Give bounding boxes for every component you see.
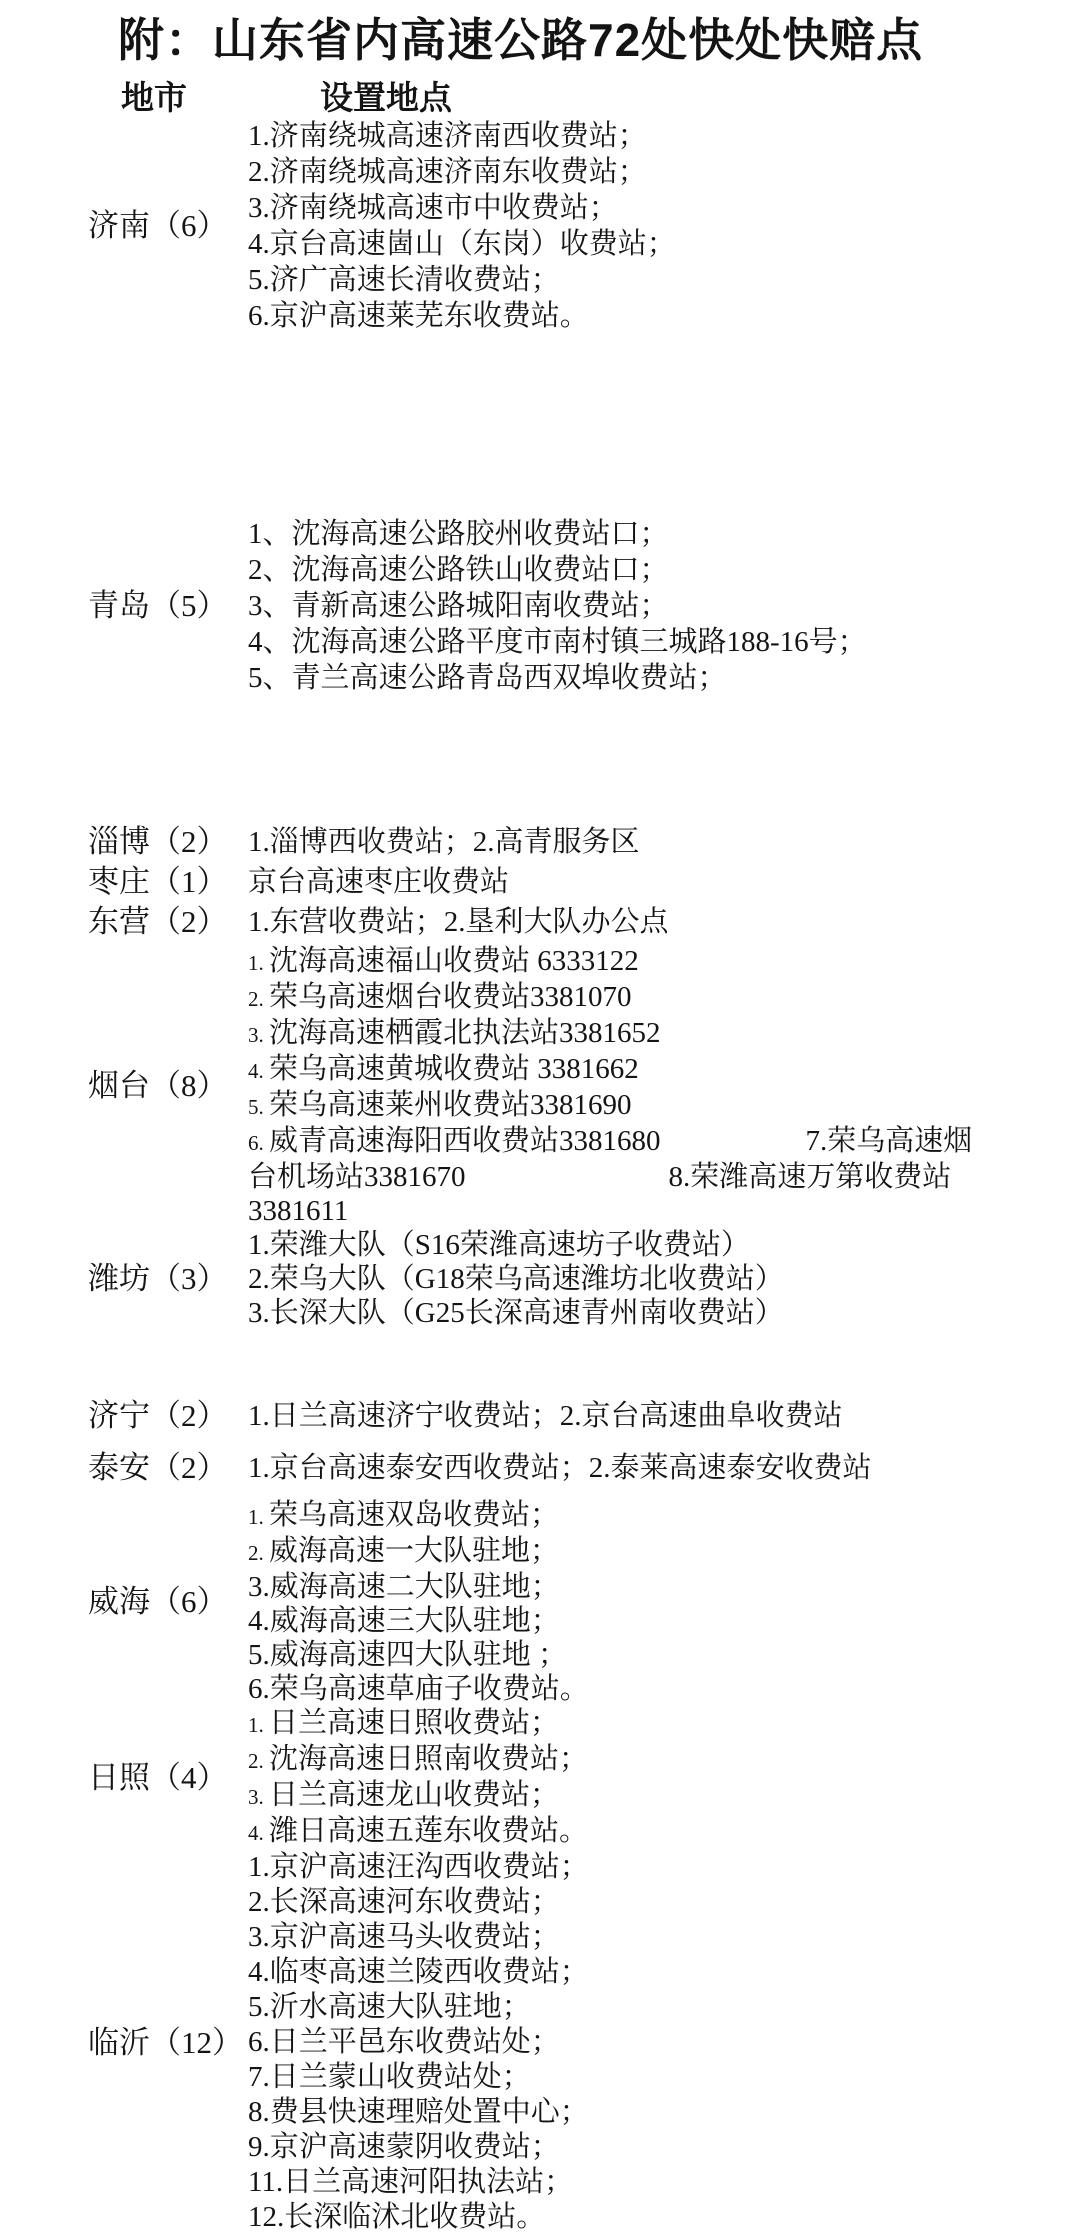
location-line: 5、青兰高速公路青岛西双埠收费站；: [248, 662, 727, 694]
table-row: [88, 1498, 1080, 1706]
table-header-row: [0, 80, 1080, 116]
location-lines: [248, 1228, 1048, 1330]
location-line: 3. 沈海高速栖霞北执法站3381652: [248, 1017, 661, 1049]
location-line: 1.荣潍大队（S16荣潍高速坊子收费站）: [248, 1229, 750, 1261]
line-number: 2.: [248, 1749, 269, 1773]
column-header-location: 设置地点: [320, 79, 452, 116]
location-line: 2.长深高速河东收费站；: [248, 1886, 560, 1918]
city-label: 日照（4）: [88, 1760, 228, 1795]
location-line: 7.日兰蒙山收费站处；: [248, 2061, 531, 2093]
location-line: 2. 威海高速一大队驻地；: [248, 1535, 560, 1567]
table-row: [88, 1228, 1080, 1330]
location-line: 4. 潍日高速五莲东收费站。: [248, 1815, 589, 1847]
location-lines: [248, 944, 1048, 1228]
location-line: 3.济南绕城高速市中收费站；: [248, 192, 618, 224]
location-line: 1. 日兰高速日照收费站；: [248, 1707, 560, 1739]
document-page: [0, 14, 1080, 2233]
city-label: 烟台（8）: [88, 1068, 228, 1103]
location-line: 1、沈海高速公路胶州收费站口；: [248, 518, 669, 550]
location-line: 2、沈海高速公路铁山收费站口；: [248, 554, 669, 586]
city-label: 淄博（2）: [88, 824, 228, 859]
line-number: 1.: [248, 1505, 269, 1529]
location-line: 3.威海高速二大队驻地；: [248, 1571, 560, 1603]
location-line: 4. 荣乌高速黄城收费站 3381662: [248, 1053, 639, 1085]
line-number: 6.: [248, 1131, 269, 1155]
location-line: 1.淄博西收费站；2.高青服务区: [248, 826, 640, 858]
table-row: [88, 118, 1080, 334]
city-label: 济宁（2）: [88, 1398, 228, 1433]
location-line: 5.威海高速四大队驻地 ；: [248, 1639, 568, 1671]
location-line: 2. 荣乌高速烟台收费站3381070: [248, 981, 632, 1013]
line-number: 3.: [248, 1785, 269, 1809]
location-line: 京台高速枣庄收费站: [248, 866, 510, 898]
location-line: 6. 威青高速海阳西收费站3381680 7.荣乌高速烟: [248, 1125, 973, 1157]
location-line: 1.京沪高速汪沟西收费站；: [248, 1851, 589, 1883]
location-line: 3.长深大队（G25长深高速青州南收费站）: [248, 1297, 784, 1329]
table-row: [88, 864, 1080, 900]
location-line: 1.日兰高速济宁收费站；2.京台高速曲阜收费站: [248, 1400, 843, 1432]
table-row: [88, 1398, 1080, 1434]
line-number: 3.: [248, 1023, 269, 1047]
location-line: 1. 荣乌高速双岛收费站；: [248, 1499, 560, 1531]
city-label: 济南（6）: [88, 208, 228, 243]
location-lines: [248, 118, 1048, 334]
line-number: 1.: [248, 1713, 269, 1737]
location-line: 5.济广高速长清收费站；: [248, 264, 560, 296]
location-line: 5.沂水高速大队驻地；: [248, 1991, 531, 2023]
location-lines: [248, 1498, 1048, 1706]
line-number: 4.: [248, 1821, 269, 1845]
location-lines: [248, 1450, 1048, 1486]
location-line: 4.临枣高速兰陵西收费站；: [248, 1956, 589, 1988]
table-row: [88, 944, 1080, 1228]
location-lines: [248, 904, 1048, 940]
table-row: [88, 824, 1080, 860]
line-number: 4.: [248, 1059, 269, 1083]
city-label: 东营（2）: [88, 904, 228, 939]
location-line: 3、青新高速公路城阳南收费站；: [248, 590, 669, 622]
location-line: 6.京沪高速莱芜东收费站。: [248, 300, 589, 332]
location-line: 台机场站3381670 8.荣潍高速万第收费站: [248, 1161, 952, 1193]
city-label: 潍坊（3）: [88, 1261, 228, 1296]
line-number: 2.: [248, 987, 269, 1011]
location-line: 2.济南绕城高速济南东收费站；: [248, 156, 647, 188]
location-line: 3.京沪高速马头收费站；: [248, 1921, 560, 1953]
location-line: 2.荣乌大队（G18荣乌高速潍坊北收费站）: [248, 1263, 784, 1295]
location-lines: [248, 1706, 1048, 1850]
table-row: [88, 1450, 1080, 1486]
location-lines: [248, 516, 1048, 696]
location-line: 3. 日兰高速龙山收费站；: [248, 1779, 560, 1811]
location-line: 11.日兰高速河阳执法站；: [248, 2166, 574, 2198]
column-header-city: 地市: [121, 79, 187, 116]
location-lines: [248, 1850, 1048, 2235]
location-line: 12.长深临沭北收费站。: [248, 2201, 546, 2233]
location-line: 1.京台高速泰安西收费站；2.泰莱高速泰安收费站: [248, 1452, 872, 1484]
location-line: 6.日兰平邑东收费站处；: [248, 2026, 560, 2058]
location-line: 6.荣乌高速草庙子收费站。: [248, 1673, 589, 1705]
line-number: 1.: [248, 951, 269, 975]
location-line: 2. 沈海高速日照南收费站；: [248, 1743, 589, 1775]
location-line: 4、沈海高速公路平度市南村镇三城路188-16号；: [248, 626, 867, 658]
location-line: 1.济南绕城高速济南西收费站；: [248, 120, 647, 152]
city-label: 泰安（2）: [88, 1450, 228, 1485]
table-row: [88, 1706, 1080, 1850]
location-line: 3381611: [248, 1195, 349, 1227]
location-line: 1.东营收费站；2.垦利大队办公点: [248, 906, 669, 938]
city-label: 青岛（5）: [88, 588, 228, 623]
location-lines: [248, 1398, 1048, 1434]
table-row: [88, 516, 1080, 696]
location-line: 4.京台高速崮山（东岗）收费站；: [248, 228, 676, 260]
city-label: 枣庄（1）: [88, 864, 228, 899]
city-label: 临沂（12）: [88, 2024, 243, 2060]
location-line: 5. 荣乌高速莱州收费站3381690: [248, 1089, 632, 1121]
location-line: 1. 沈海高速福山收费站 6333122: [248, 945, 639, 977]
location-lines: [248, 864, 1048, 900]
location-line: 9.京沪高速蒙阴收费站；: [248, 2131, 560, 2163]
city-label: 威海（6）: [88, 1584, 228, 1619]
line-number: 5.: [248, 1095, 269, 1119]
table-row: [88, 904, 1080, 940]
location-line: 4.威海高速三大队驻地；: [248, 1605, 560, 1637]
location-line: 8.费县快速理赔处置中心；: [248, 2096, 589, 2128]
location-lines: [248, 824, 1048, 860]
table-row: [88, 1850, 1080, 2235]
line-number: 2.: [248, 1541, 269, 1565]
sections: [0, 118, 1080, 2235]
page-title: 附：山东省内高速公路72处快处快赔点: [118, 14, 924, 66]
